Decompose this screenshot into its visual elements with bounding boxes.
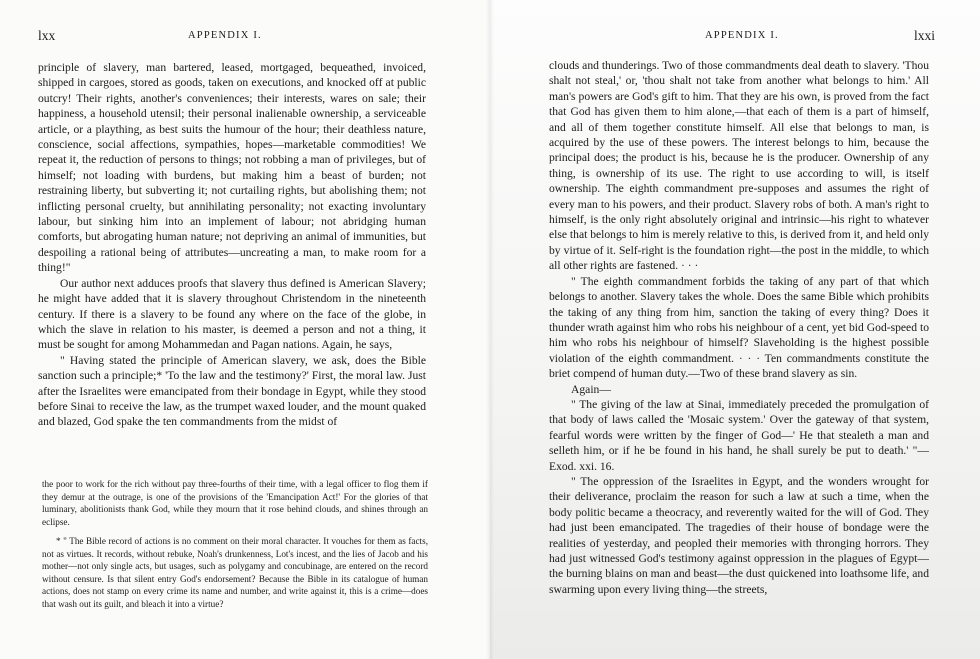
paragraph: Again—	[571, 382, 611, 396]
footnote-continuation	[42, 478, 428, 528]
page-gutter	[486, 0, 494, 659]
main-text	[549, 58, 929, 597]
footnote	[42, 535, 428, 611]
footnote-text: the poor to work for the rich without pay three-fourths of their time, with a legal officer to flog them if they demur at the outrage, is one of the provisions of the 'Emancipation Act!' For the glories of that luminary, abolitionists thank God, while they mourn that it rose behind clouds, and shines through an eclipse.	[42, 479, 428, 527]
page-number: lxx	[38, 28, 56, 43]
paragraph: " The oppression of the Israelites in Egypt, and the wonders wrought for their deliverance, proclaim the reason for such a law at such a time, when the body politic became a theocracy, and reverently waited for the will of God. They had just been emancipated. The tragedies of their house of bondage were the realities of yesterday, and peopled their memories with thronging horrors. They had just witnessed God's testimony against oppression in the plagues of Egypt—the burning blains on man and beast—the dust quickened into loathsome life, and swarming upon every living thing—the streets,	[549, 474, 929, 596]
paragraph: clouds and thunderings. Two of those commandments deal death to slavery. 'Thou shalt not steal,' or, 'thou shalt not take from another what belongs to him.' All man's powers are God's gift to him. That they are his own, is proved from the fact that God has given them to him alone,—that each of them is a part of himself, and all of them together constitute himself. All else that belongs to man, is acquired by the use of these powers. The interest belongs to him, because the principal does; the product is his, because he is the producer. Ownership of any thing, is ownership of its use. The right to use according to will, is itself ownership. The eighth commandment pre-supposes and assumes the right of every man to his powers, and their product. Slavery robs of both. A man's right to himself, is the only right absolutely original and intrinsic—his right to whatever else that belongs to him is merely relative to this, is derived from it, and held only by virtue of it. Self-right is the foundation right—the post in the middle, to which all other rights are fastened. · · ·	[549, 59, 929, 273]
paragraph: principle of slavery, man bartered, leased, mortgaged, bequeathed, invoiced, shipped in cargoes, stored as goods, taken on executions, and knocked off at public outcry! Their rights, another's conveniences; their interests, wares on sale; their happiness, a household utensil; their personal inalienable ownership, a serviceable article, or a plaything, as best suits the humour of the hour; their deathless nature, conscience, social affections, sympathies, hopes—marketable commodities! We repeat it, the reduction of persons to things; not robbing a man of privileges, but of himself; not loading with burdens, but making him a beast of burden; not restraining liberty, but subverting it; not curtailing rights, but abolishing them; not inflicting personal cruelty, but annihilating personality; not exacting involuntary labour, but sinking him into an implement of labour; not abridging human comforts, but abrogating human nature; not depriving an animal of immunities, but despoiling a rational being of attributes—uncreating a man, to make room for a thing!"	[38, 61, 426, 275]
main-text	[38, 60, 426, 430]
paragraph: " The eighth commandment forbids the taking of any part of that which belongs to another. Slavery takes the whole. Does the same Bible which prohibits the taking of any thing from him, sanction the taking of every thing? Does it thunder wrath against him who robs his neighbour of a cent, yet bid God-speed to him who robs his neighbour of himself? Slaveholding is the highest possible violation of the eighth commandment. · · · Ten commandments constitute the briet compend of human duty.—Two of these brand slavery as sin.	[549, 274, 929, 381]
right-page	[490, 0, 980, 659]
paragraph: " Having stated the principle of American slavery, we ask, does the Bible sanction such a principle;* 'To the law and the testimony?' First, the moral law. Just after the Israelites were emancipated from their bondage in Egypt, while they stood before Sinai to receive the law, as the trumpet waxed louder, and the mount quaked and blazed, God spake the ten commandments from the midst of	[38, 353, 426, 429]
paragraph: Our author next adduces proofs that slavery thus defined is American Slavery; he might have added that it is slavery throughout Christendom in the nineteenth century. If there is a slavery to be found any where on the face of the globe, in which the slave in relation to his master, is deemed a person and not a thing, it must be sought for among Mohammedan and Pagan nations. Again, he says,	[38, 276, 426, 352]
paragraph: " The giving of the law at Sinai, immediately preceded the promulgation of that body of laws called the 'Mosaic system.' Over the gateway of that system, fearful words were written by the finger of God—' He that stealeth a man and selleth him, or if he be found in his hand, he shall surely be put to death.' "—Exod. xxi. 16.	[549, 397, 929, 473]
footnote-text: * " The Bible record of actions is no comment on their moral character. It vouches for them as facts, not as virtues. It records, without rebuke, Noah's drunkenness, Lot's incest, and the lies of Jacob and his mother—not only single acts, but usages, such as polygamy and concubinage, are entered on the record without censure. Is that silent entry God's endorsement? Because the Bible in its catalogue of human actions, does not stamp on every crime its name and number, and write against it, this is a crime—does that wash out its guilt, and bleach it into a virtue?	[42, 536, 428, 609]
running-head: APPENDIX I.	[705, 30, 779, 41]
page-number: lxxi	[914, 28, 936, 43]
running-head: APPENDIX I.	[188, 30, 262, 41]
